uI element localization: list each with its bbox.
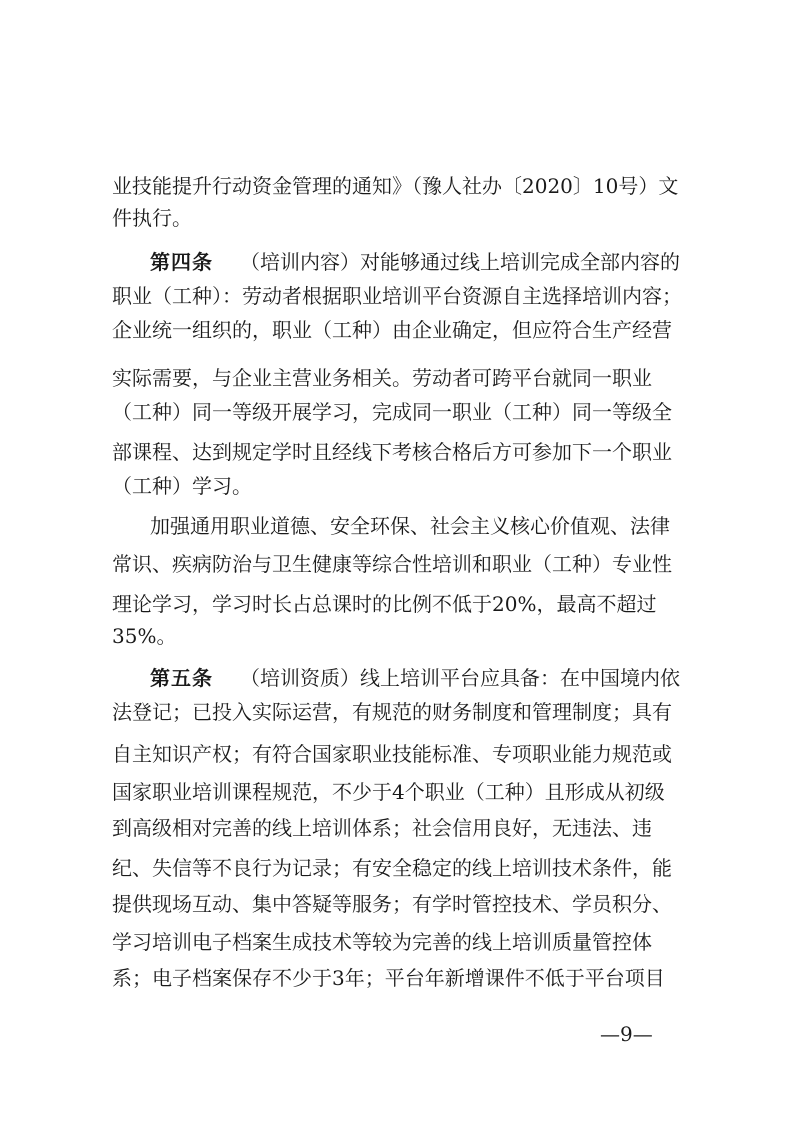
article-5-heading <box>150 666 230 690</box>
article-4-heading <box>150 250 230 274</box>
text-line: 部课程、达到规定学时且经线下考核合格后方可参加下一个职业 <box>112 440 672 464</box>
article-heading: 第四条 <box>150 250 213 274</box>
text-line: 企业统一组织的，职业（工种）由企业确定，但应符合生产经营 <box>112 318 672 342</box>
text-line: 纪、失信等不良行为记录；有安全稳定的线上培训技术条件，能 <box>112 856 672 880</box>
text-line: 业技能提升行动资金管理的通知》（豫人社办〔2020〕10号）文 <box>112 174 679 198</box>
text-line: 理论学习，学习时长占总课时的比例不低于20%，最高不超过 <box>112 592 657 616</box>
text-line: 提供现场互动、集中答疑等服务；有学时管控技术、学员积分、 <box>112 892 672 916</box>
text-line: （培训内容）对能够通过线上培训完成全部内容的 <box>240 250 680 274</box>
text-line: （工种）同一等级开展学习，完成同一职业（工种）同一等级全 <box>112 400 672 424</box>
text-line: 到高级相对完善的线上培训体系；社会信用良好，无违法、违 <box>112 816 652 840</box>
text-line: 加强通用职业道德、安全环保、社会主义核心价值观、法律 <box>150 514 670 538</box>
text-line: 系；电子档案保存不少于3年；平台年新增课件不低于平台项目 <box>112 966 665 990</box>
text-line: 常识、疾病防治与卫生健康等综合性培训和职业（工种）专业性 <box>112 552 672 576</box>
text-line: 件执行。 <box>112 206 192 230</box>
text-line: 实际需要，与企业主营业务相关。劳动者可跨平台就同一职业 <box>112 366 652 390</box>
text-line: 自主知识产权；有符合国家职业技能标准、专项职业能力规范或 <box>112 742 672 766</box>
text-line: 职业（工种）：劳动者根据职业培训平台资源自主选择培训内容； <box>112 284 682 308</box>
text-line: （培训资质）线上培训平台应具备：在中国境内依 <box>240 666 680 690</box>
text-line: （工种）学习。 <box>112 474 252 498</box>
page-number: —9— <box>600 1022 653 1046</box>
text-line: 35%。 <box>112 624 177 648</box>
text-line: 学习培训电子档案生成技术等较为完善的线上培训质量管控体 <box>112 930 652 954</box>
text-line: 国家职业培训课程规范，不少于4个职业（工种）且形成从初级 <box>112 780 665 804</box>
text-line: 法登记；已投入实际运营，有规范的财务制度和管理制度；具有 <box>112 700 672 724</box>
article-heading: 第五条 <box>150 666 213 690</box>
